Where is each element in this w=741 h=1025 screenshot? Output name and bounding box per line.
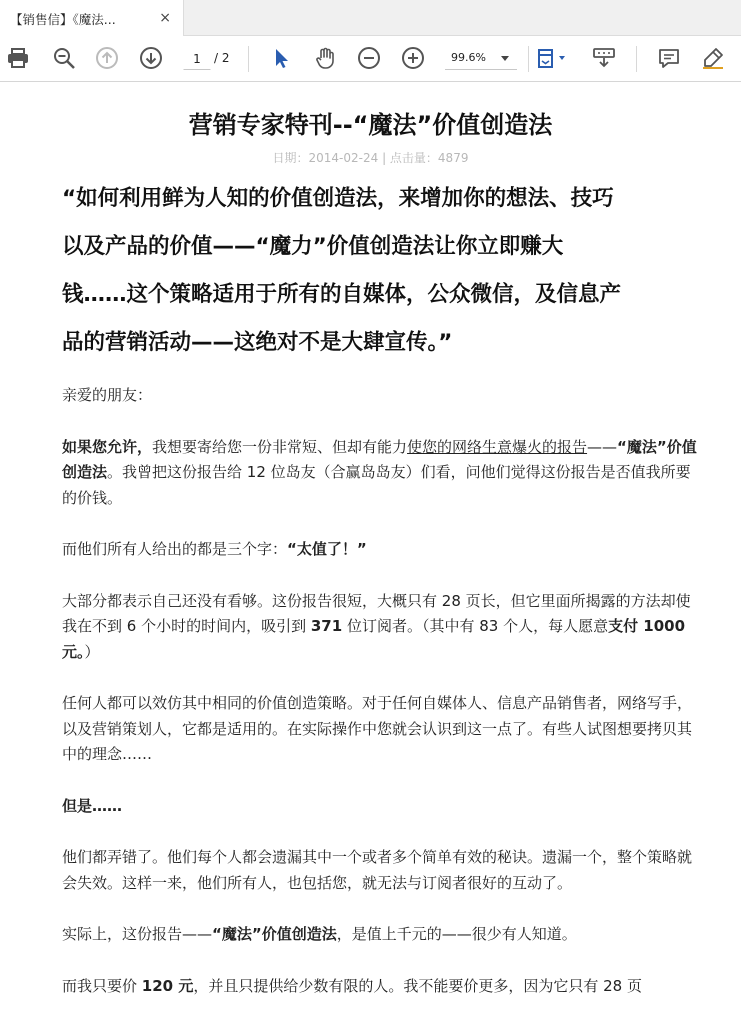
lead-line: 钱……这个策略适用于所有的自媒体，公众微信，及信息产 (62, 282, 622, 307)
plus-circle-icon[interactable] (399, 44, 427, 72)
page-title: 营销专家特刊--“魔法”价值创造法 (188, 111, 553, 139)
bold-text: 120 元 (141, 976, 194, 995)
highlighter-icon[interactable] (699, 44, 727, 72)
minus-circle-icon[interactable] (355, 44, 383, 72)
toolbar-divider (248, 46, 249, 72)
zoom-select[interactable] (445, 48, 517, 70)
text: 实际上，这份报告—— (62, 925, 213, 943)
paragraph (62, 589, 698, 666)
toolbar-divider (528, 46, 529, 72)
paragraph: 任何人都可以效仿其中相同的价值创造策略。对于任何自媒体人、信息产品销售者，网络写手，以及营销策划人，它都是适用的。在实际操作中您就会认识到这一点了。有些人试图想要拷贝其中的理念…… (62, 694, 693, 763)
bold-text: “魔法”价值创造法 (212, 925, 337, 943)
paragraph (62, 435, 698, 512)
cursor-arrow-icon[interactable] (267, 44, 295, 72)
report-link[interactable]: 使您的网络生意爆火的报告 (407, 437, 588, 456)
text: ） (84, 642, 100, 661)
fit-page-icon[interactable] (534, 44, 570, 72)
text: 大部分都表示自己还没有看够。这份报告很短，大概只有 28 页长，但它里面所揭露的方法却使我在不到 6 个小时的时间内，吸引到 (62, 591, 691, 635)
paragraph (62, 794, 698, 820)
paragraph (62, 922, 698, 948)
lead-line: 以及产品的价值——“魔力”价值创造法让你立即赚大 (62, 234, 564, 259)
text: 而我只要价 (62, 976, 142, 995)
bold-text: 但是…… (62, 796, 123, 815)
lead-line: 品的营销活动——这绝对不是大肆宣传。” (62, 330, 453, 355)
magnifier-minus-icon[interactable] (50, 44, 78, 72)
bold-text: “太值了！” (287, 540, 367, 558)
document-tab[interactable] (0, 0, 184, 37)
chevron-down-icon (501, 56, 509, 61)
close-icon[interactable]: × (159, 10, 171, 26)
text: —— (587, 437, 618, 456)
article-body (62, 383, 698, 1025)
greeting: 亲爱的朋友： (62, 386, 153, 404)
paragraph (62, 537, 698, 563)
bold-text: 371 (310, 617, 343, 635)
text: 而他们所有人给出的都是三个字： (62, 540, 288, 558)
arrow-down-circle-icon[interactable] (137, 44, 165, 72)
lead-line: “如何利用鲜为人知的价值创造法，来增加你的想法、技巧 (62, 186, 614, 211)
arrow-up-circle-icon[interactable] (93, 44, 121, 72)
toolbar (0, 36, 741, 82)
comment-icon[interactable] (655, 44, 683, 72)
keyboard-download-icon[interactable] (590, 44, 618, 72)
text: ，是值上千元的——很少有人知道。 (336, 925, 577, 943)
lead-paragraph (62, 175, 702, 367)
text: 。我曾把这份报告给 12 位岛友（合赢岛岛友）们看，问他们觉得这份报告是否值我所要的价钱。 (62, 463, 691, 507)
toolbar-divider (636, 46, 637, 72)
bold-text: “魔法”价值创造法 (62, 437, 697, 481)
print-icon[interactable] (4, 44, 32, 72)
tab-bar (0, 0, 741, 36)
paragraph (62, 974, 698, 1000)
page-total: / 2 (214, 51, 230, 65)
tab-title: 【销售信】《魔法... (10, 11, 116, 27)
page-number-input[interactable]: 1 (183, 48, 211, 70)
text: 我想要寄给您一份非常短、但却有能力 (152, 437, 408, 456)
article-meta: 日期：2014-02-24 | 点击量：4879 (272, 151, 469, 165)
text: ，并且只提供给少数有限的人。我不能要价更多，因为它只有 28 页 (193, 976, 642, 995)
bold-text: 支付 1000 元。 (62, 617, 686, 661)
bold-text: 如果您允许， (62, 437, 153, 456)
hand-icon[interactable] (311, 44, 339, 72)
document-page (0, 83, 741, 995)
paragraph: 他们都弄错了。他们每个人都会遗漏其中一个或者多个简单有效的秘诀。遗漏一个，整个策略就会失效。这样一来，他们所有人，也包括您，就无法与订阅者很好的互动了。 (62, 848, 693, 892)
zoom-value: 99.6% (451, 51, 486, 64)
text: 位订阅者。（其中有 83 个人，每人愿意 (342, 617, 609, 635)
